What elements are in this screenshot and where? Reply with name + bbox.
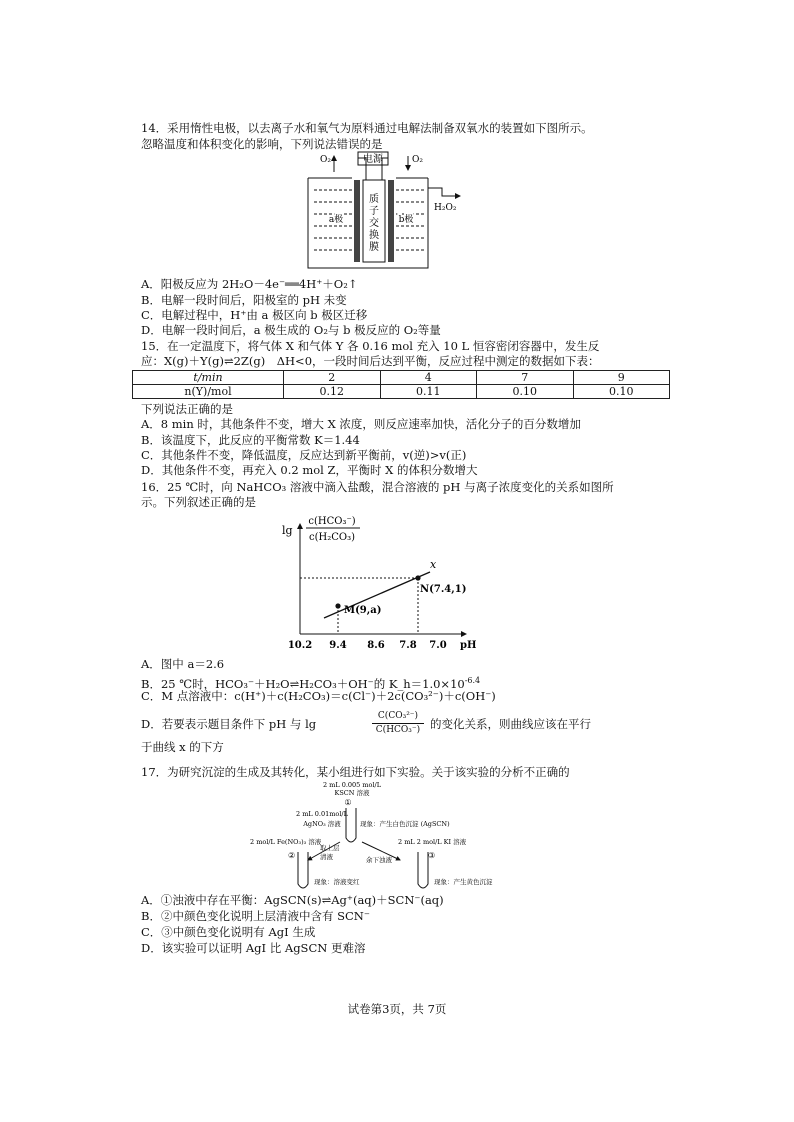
q14-option-b: B．电解一段时间后，阳极室的 pH 未变 — [141, 293, 347, 307]
ki-reagent: 2 mL 2 mol/L KI 溶液 — [398, 838, 467, 846]
upper-clear-1: 取上层 — [320, 844, 340, 852]
x-tick: 8.6 — [367, 640, 385, 650]
precipitation-experiment-diagram — [250, 780, 510, 892]
kscn-reagent-line2: KSCN 溶液 — [334, 789, 370, 797]
q16-option-d-fraction — [372, 710, 424, 737]
q14-option-d: D．电解一段时间后，a 极生成的 O₂与 b 极反应的 O₂等量 — [141, 323, 441, 337]
q16-stem-line2: 示。下列叙述正确的是 — [141, 495, 256, 509]
point-m — [335, 603, 340, 608]
point-n — [415, 575, 420, 580]
x-tick: 7.0 — [429, 640, 447, 650]
q15-prompt: 下列说法正确的是 — [141, 402, 233, 416]
agno3-line2: AgNO₃ 溶液 — [303, 820, 341, 828]
membrane-char-2: 子 — [369, 206, 379, 217]
q15-data-table — [132, 370, 670, 399]
remaining-turbid: 余下浊液 — [366, 856, 392, 864]
point-n-label: N(7.4,1) — [420, 584, 467, 595]
fraction-numerator: C(CO₃²⁻) — [372, 710, 424, 724]
q16-option-d-line1: D．若要表示题目条件下 pH 与 lg — [141, 717, 317, 731]
agno3-line1: 2 mL 0.01mol/L — [296, 810, 348, 818]
q14-option-a: A．阳极反应为 2H₂O－4e⁻══4H⁺＋O₂↑ — [141, 277, 358, 291]
power-source-label: 电源 — [363, 154, 383, 165]
q16-option-b-text: B．25 ℃时，HCO₃⁻＋H₂O⇌H₂CO₃＋OH⁻的 K_h＝1.0×10 — [141, 676, 465, 691]
x-tick: 9.4 — [329, 640, 347, 650]
step-3-marker: ③ — [428, 851, 436, 860]
q17-stem: 17．为研究沉淀的生成及其转化，某小组进行如下实验。关于该实验的分析不正确的 — [141, 765, 570, 779]
table-cell: 0.12 — [284, 385, 381, 399]
membrane-char-4: 换 — [369, 230, 379, 241]
table-cell: 0.10 — [477, 385, 574, 399]
table-header-t: t/min — [133, 371, 284, 385]
observation-2: 现象：溶液变红 — [314, 878, 360, 886]
table-cell: 7 — [477, 371, 574, 385]
q15-stem-line1: 15．在一定温度下，将气体 X 和气体 Y 各 0.16 mol 充入 10 L 恒容密闭容器中，发生反 — [141, 339, 600, 353]
q15-option-d: D．其他条件不变，再充入 0.2 mol Z，平衡时 X 的体积分数增大 — [141, 463, 478, 477]
table-header-n: n(Y)/mol — [133, 385, 284, 399]
q14-option-c: C．电解过程中，H⁺由 a 极区向 b 极区迁移 — [141, 308, 368, 322]
observation-3: 现象：产生黄色沉淀 — [434, 878, 493, 886]
x-axis-label: pH — [460, 640, 477, 650]
h2o2-outlet-label: H₂O₂ — [434, 203, 457, 213]
q15-option-c: C．其他条件不变，降低温度，反应达到新平衡前，v(逆)>v(正) — [141, 448, 467, 462]
table-cell: 4 — [380, 371, 477, 385]
q14-stem-line2: 忽略温度和体积变化的影响，下列说法错误的是 — [141, 137, 383, 151]
y-axis-denominator: c(H₂CO₃) — [309, 532, 355, 543]
electrolysis-diagram — [300, 150, 475, 272]
kscn-reagent-line1: 2 mL 0.005 mol/L — [322, 781, 382, 789]
q16-stem-line1: 16．25 ℃时，向 NaHCO₃ 溶液中滴入盐酸，混合溶液的 pH 与离子浓度变化的关系如图所 — [141, 480, 614, 494]
o2-left-label: O₂ — [320, 155, 331, 165]
step-1-marker: ① — [344, 798, 352, 807]
q15-option-a: A．8 min 时，其他条件不变，增大 X 浓度，则反应速率加快，活化分子的百分数增加 — [141, 417, 581, 431]
q17-option-a: A．①浊液中存在平衡：AgSCN(s)⇌Ag⁺(aq)＋SCN⁻(aq) — [141, 893, 444, 907]
upper-clear-2: 清液 — [320, 853, 333, 861]
table-cell: 0.11 — [380, 385, 477, 399]
step-2-marker: ② — [288, 851, 296, 860]
membrane-char-5: 膜 — [369, 242, 379, 253]
point-m-label: M(9,a) — [344, 605, 382, 616]
x-tick: 10.2 — [287, 640, 313, 650]
q17-option-d: D．该实验可以证明 AgI 比 AgSCN 更难溶 — [141, 941, 366, 955]
y-axis-numerator: c(HCO₃⁻) — [308, 516, 356, 527]
table-row — [133, 385, 670, 399]
q15-stem-line2: 应：X(g)＋Y(g)⇌2Z(g) ΔH<0，一段时间后达到平衡，反应过程中测定的数据如下表： — [141, 354, 600, 368]
table-cell: 0.10 — [573, 385, 670, 399]
q14-stem-line1: 14．采用惰性电极，以去离子水和氧气为原料通过电解法制备双氧水的装置如下图所示。 — [141, 121, 593, 135]
q16-option-c: C．M 点溶液中：c(H⁺)＋c(H₂CO₃)＝c(Cl⁻)＋2c(CO₃²⁻)＋c(OH⁻) — [141, 689, 496, 703]
ph-graph — [280, 510, 480, 650]
table-cell: 9 — [573, 371, 670, 385]
fraction-denominator: C(HCO₃⁻) — [375, 725, 421, 735]
x-tick: 7.8 — [399, 640, 417, 650]
q16-option-d-line2: 的变化关系，则曲线应该在平行 — [430, 717, 591, 731]
o2-right-label: O₂ — [412, 155, 423, 165]
q16-option-a: A．图中 a＝2.6 — [141, 657, 225, 671]
q17-option-b: B．②中颜色变化说明上层清液中含有 SCN⁻ — [141, 909, 370, 923]
electrode-a-label: a极 — [328, 215, 344, 225]
curve-x-label: x — [430, 558, 437, 571]
q17-option-c: C．③中颜色变化说明有 AgI 生成 — [141, 925, 316, 939]
membrane-char-1: 质 — [369, 194, 379, 205]
electrode-b-label: b极 — [398, 215, 414, 225]
membrane-char-3: 交 — [369, 218, 379, 229]
y-axis-lg: lg — [282, 524, 293, 537]
q16-option-b-exponent: -6.4 — [464, 676, 481, 685]
page-footer: 试卷第3页，共 7页 — [347, 1002, 447, 1016]
observation-1: 现象：产生白色沉淀 (AgSCN) — [360, 820, 450, 828]
q16-option-d-line3: 于曲线 x 的下方 — [141, 740, 224, 754]
table-row — [133, 371, 670, 385]
table-cell: 2 — [284, 371, 381, 385]
fe-reagent: 2 mol/L Fe(NO₃)₃ 溶液 — [250, 838, 322, 846]
q15-option-b: B．该温度下，此反应的平衡常数 K＝1.44 — [141, 433, 360, 447]
